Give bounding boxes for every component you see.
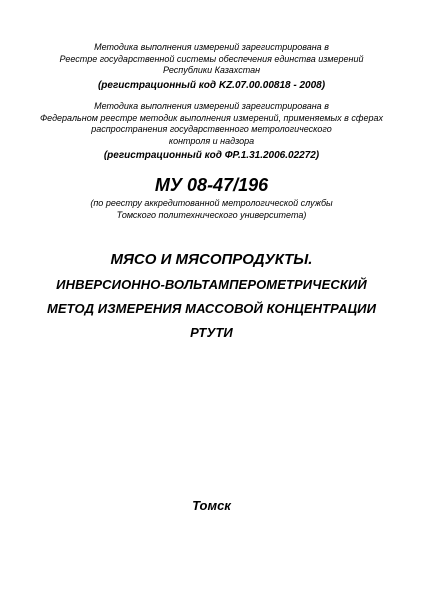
title-line: РТУТИ xyxy=(190,325,233,340)
registration-kz-line: Реестре государственной системы обеспечения единства измерений xyxy=(59,53,364,64)
registration-kz-statement xyxy=(20,42,403,77)
registration-ru-code: (регистрационный код ФР.1.31.2006.02272) xyxy=(103,150,320,161)
registration-kz-line: Методика выполнения измерений зарегистрирована в xyxy=(94,42,329,52)
registry-note-line: (по реестру аккредитованной метрологической службы xyxy=(90,198,333,208)
title-line: ИНВЕРСИОННО-ВОЛЬТАМПЕРОМЕТРИЧЕСКИЙ xyxy=(56,277,367,292)
registration-ru-line: Федеральном реестре методик выполнения измерений, применяемых в сферах xyxy=(40,112,383,123)
city-name: Томск xyxy=(192,498,231,513)
registry-note-line: Томского политехнического университета) xyxy=(116,209,307,220)
registration-kz-code: (регистрационный код KZ.07.00.00818 - 2008) xyxy=(97,80,326,91)
registration-ru-line: распространения государственного метрологического xyxy=(91,124,332,134)
registration-ru-statement xyxy=(20,101,403,147)
document-code: МУ 08-47/196 xyxy=(154,175,269,195)
document-title xyxy=(20,250,403,348)
title-line: МЯСО И МЯСОПРОДУКТЫ. xyxy=(110,251,313,268)
registration-ru-line: контроля и надзора xyxy=(168,135,255,146)
document-registry-note xyxy=(20,198,403,221)
registration-ru-line: Методика выполнения измерений зарегистрирована в xyxy=(94,101,329,111)
title-line: МЕТОД ИЗМЕРЕНИЯ МАССОВОЙ КОНЦЕНТРАЦИИ xyxy=(46,301,377,316)
registration-kz-line: Республики Казахстан xyxy=(162,65,261,75)
